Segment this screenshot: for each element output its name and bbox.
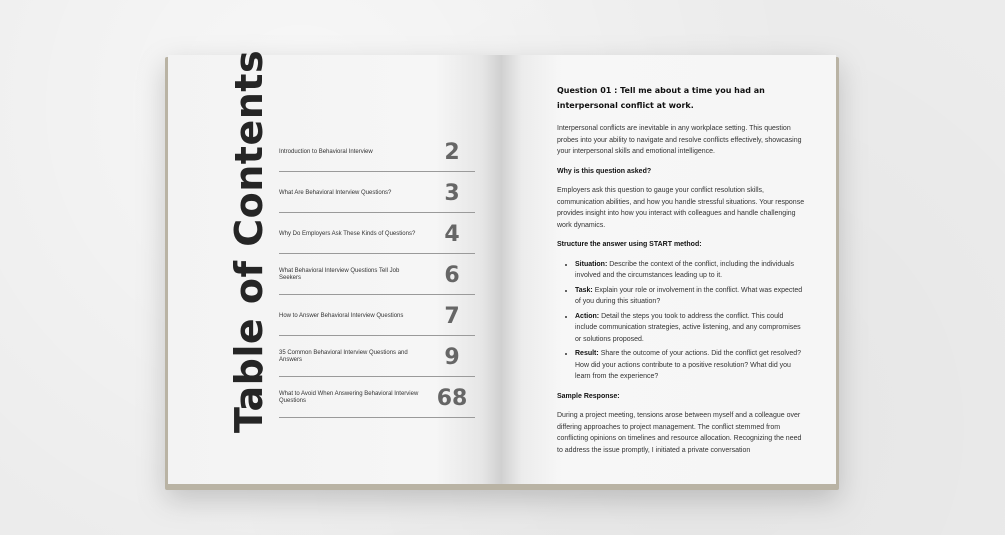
sample-heading: Sample Response: xyxy=(557,392,620,400)
toc-entry-page: 9 xyxy=(444,344,460,370)
bullet-label: Situation: xyxy=(575,260,608,268)
toc-entry-page: 4 xyxy=(444,221,460,247)
toc-entry-page: 6 xyxy=(444,262,460,288)
question-title: Question 01 : Tell me about a time you had an interpersonal conflict at work. xyxy=(557,86,765,110)
bullet-text: Share the outcome of your actions. Did the conflict get resolved? How did your actions contribute to a positive resolution? What did you learn from the experience? xyxy=(575,350,802,380)
toc-entry xyxy=(279,174,475,213)
toc-entry-text: What to Avoid When Answering Behavioral Interview Questions xyxy=(279,391,419,404)
toc-entry-page: 7 xyxy=(444,303,460,329)
intro-paragraph: Interpersonal conflicts are inevitable in any workplace setting. This question probes into your ability to navigate and resolve conflicts effectively, showcasing your interpersonal skills and emotional intelligence. xyxy=(557,125,802,155)
list-item xyxy=(575,311,807,346)
toc-entry xyxy=(279,379,475,418)
toc-entry xyxy=(279,338,475,377)
bullet-text: Explain your role or involvement in the conflict. What was expected of you during this situation? xyxy=(575,286,803,305)
sample-paragraph: During a project meeting, tensions arose between myself and a colleague over differing approaches to project management. The conflict stemmed from conflicting opinions on timelines and resource allocation. Recognizing the need to address the issue promptly, I initiated a private conversation xyxy=(557,412,802,454)
toc-entry-text: How to Answer Behavioral Interview Questions xyxy=(279,312,404,319)
open-book xyxy=(165,49,839,488)
toc-entry-page: 68 xyxy=(436,385,468,411)
toc-entry xyxy=(279,133,475,172)
toc-entry-page: 2 xyxy=(444,139,460,165)
why-heading: Why is this question asked? xyxy=(557,167,652,175)
bullet-text: Describe the context of the conflict, including the individuals involved and the circumstances leading up to it. xyxy=(575,260,795,279)
toc-entry-text: What Behavioral Interview Questions Tell Job Seekers xyxy=(279,268,400,281)
toc-list xyxy=(279,133,475,420)
left-page xyxy=(168,49,502,484)
bullet-label: Action: xyxy=(575,312,600,320)
bullet-label: Task: xyxy=(575,286,593,294)
toc-entry xyxy=(279,256,475,295)
toc-entry xyxy=(279,215,475,254)
list-item xyxy=(575,285,807,308)
right-page xyxy=(502,55,836,484)
toc-entry xyxy=(279,297,475,336)
bullet-text: Detail the steps you took to address the conflict. This could include communication strategies, active listening, and any compromises or solutions proposed. xyxy=(575,312,801,343)
toc-entry-page: 3 xyxy=(444,180,460,206)
toc-entry-text: Introduction to Behavioral Interview xyxy=(279,148,373,155)
bullet-label: Result: xyxy=(575,350,599,357)
list-item xyxy=(575,348,807,383)
list-item xyxy=(575,259,807,282)
toc-entry-text: Why Do Employers Ask These Kinds of Questions? xyxy=(279,230,416,237)
toc-title: Table of Contents xyxy=(227,49,271,433)
toc-entry-text: 35 Common Behavioral Interview Questions and Answers xyxy=(279,350,408,363)
start-method-list xyxy=(557,259,807,383)
why-paragraph: Employers ask this question to gauge your conflict resolution skills, communication abilities, and how you handle stressful situations. Your response provides insight into how you interact with colleagues and handle challenging work dynamics. xyxy=(557,187,805,229)
toc-entry-text: What Are Behavioral Interview Questions? xyxy=(279,189,392,196)
structure-heading: Structure the answer using START method: xyxy=(557,241,702,248)
question-content xyxy=(557,83,807,464)
